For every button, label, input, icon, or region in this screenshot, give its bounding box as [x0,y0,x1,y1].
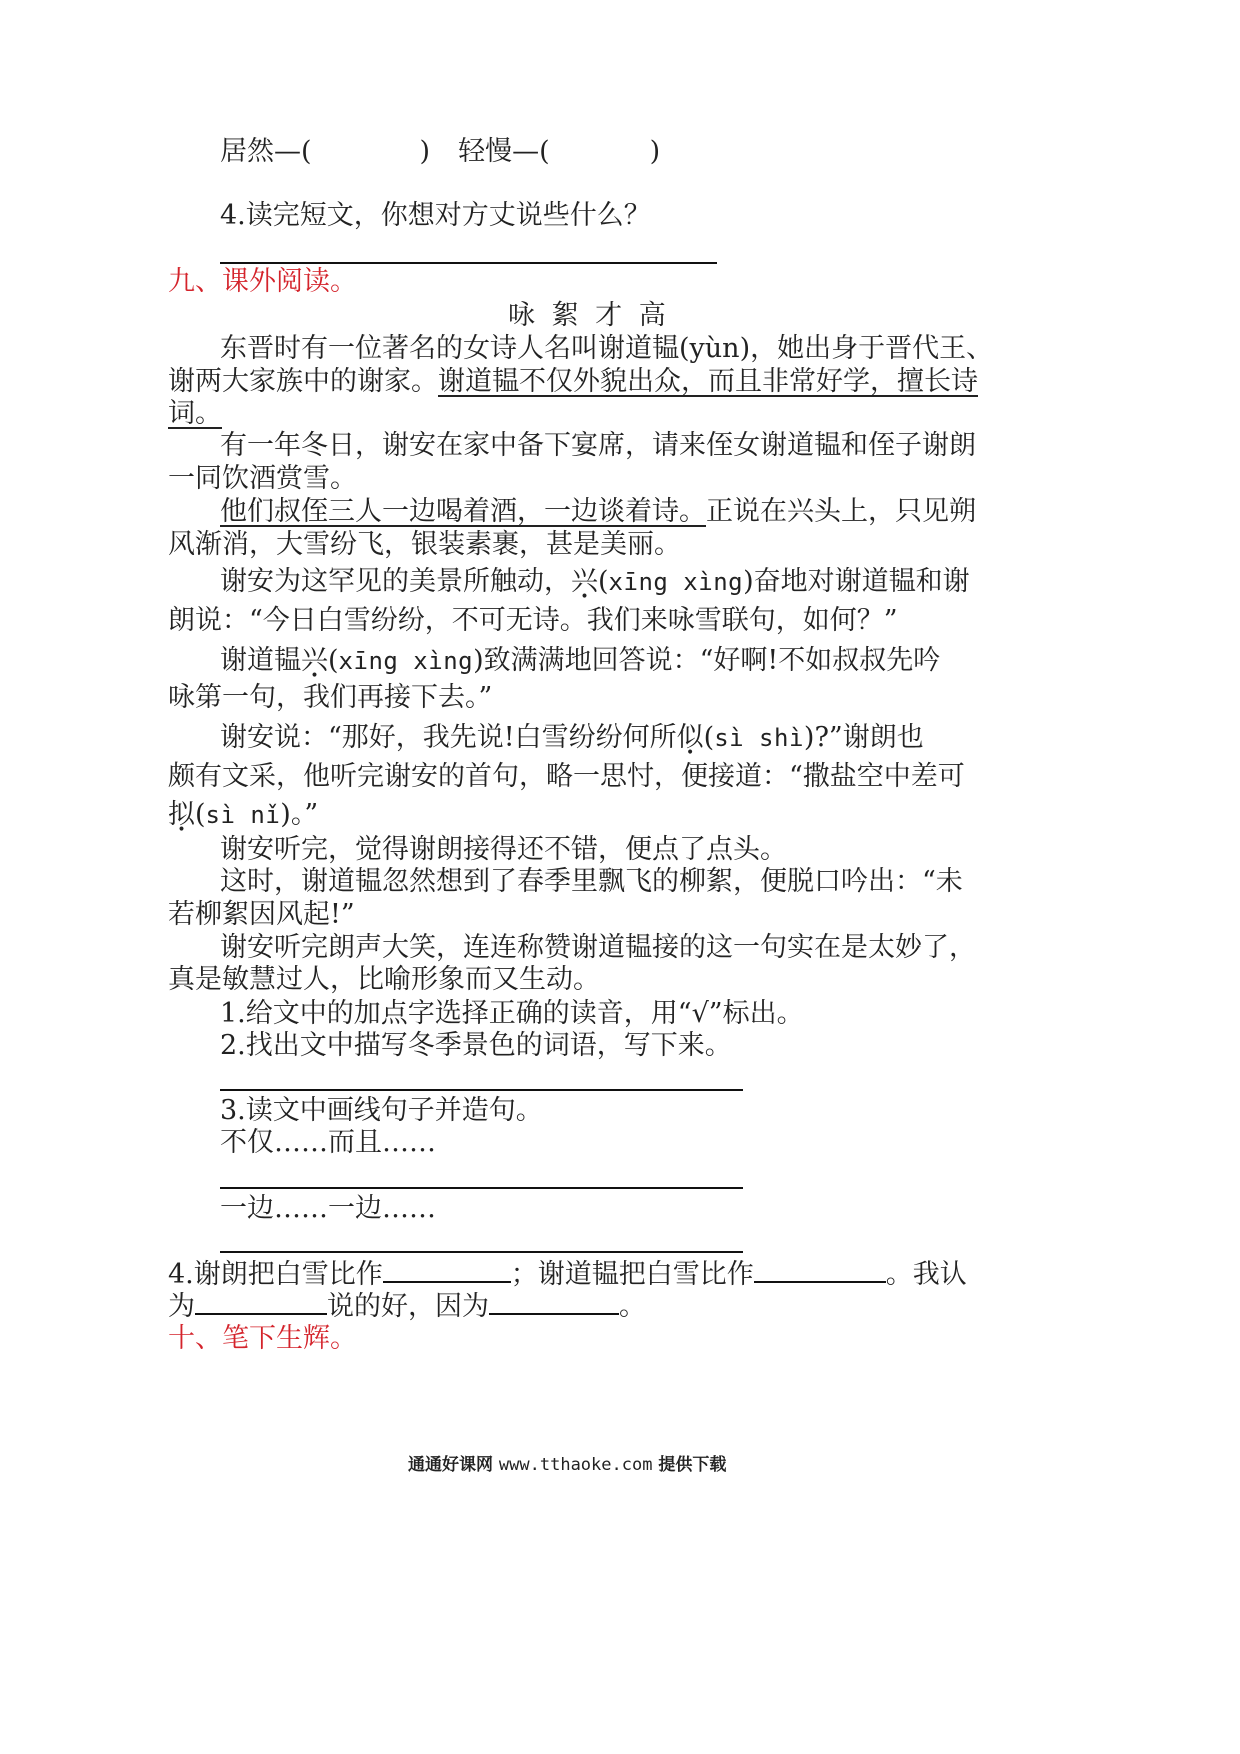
passage-line: 有一年冬日，谢安在家中备下宴席，请来侄女谢道韫和侄子谢朗 [220,430,976,461]
question-text: ；谢道韫把白雪比作 [510,1259,754,1290]
passage-line [168,364,978,400]
word-pair-2: 轻慢—( [458,136,550,167]
footer-site-name: 通通好课网 [408,1455,493,1475]
blank [195,1289,327,1315]
word-pair-2-close: ) [649,136,661,167]
question-text: 说的好，因为 [327,1291,489,1322]
question-3-prompt-b: 一边……一边…… [220,1193,436,1224]
passage-text: )。” [280,799,319,830]
passage-text: )?”谢朗也 [803,722,924,753]
dotted-char: 兴 [301,645,328,676]
passage-text: 谢两大家族中的谢家。 [168,366,438,397]
passage-line [168,396,222,432]
paren: ( [703,722,715,753]
passage-title: 咏 絮 才 高 [508,300,670,331]
passage-line: 这时，谢道韫忽然想到了春季里飘飞的柳絮，便脱口吟出：“未 [220,866,963,897]
passage-line: 东晋时有一位著名的女诗人名叫谢道韫(yùn)，她出身于晋代王、 [220,333,994,364]
passage-line: 真是敏慧过人，比喻形象而又生动。 [168,964,600,995]
passage-line [168,797,318,833]
passage-line: 颇有文采，他听完谢安的首句，略一思忖，便接道：“撒盐空中差可 [168,761,965,792]
question-1: 1.给文中的加点字选择正确的读音，用“√”标出。 [220,998,804,1029]
underlined-sentence: 词。 [168,398,222,429]
question-text: 。 [619,1291,646,1322]
passage-line [220,494,976,530]
dotted-char: 拟 [168,799,195,830]
passage-line: 谢安听完，觉得谢朗接得还不错，便点了点头。 [220,834,787,865]
passage-line [220,720,924,756]
question-2: 2.找出文中描写冬季景色的词语，写下来。 [220,1030,732,1061]
passage-text: 谢安说：“那好，我先说!白雪纷纷何所 [220,722,677,753]
question-4-top: 4.读完短文，你想对方丈说些什么？ [220,200,651,231]
passage-line: 若柳絮因风起!” [168,899,355,930]
passage-line: 一同饮酒赏雪。 [168,463,357,494]
answer-line [220,1187,743,1189]
passage-line [220,564,970,600]
blank [383,1257,511,1283]
passage-line: 朗说：“今日白雪纷纷，不可无诗。我们来咏雪联句，如何？” [168,605,898,636]
question-3: 3.读文中画线句子并造句。 [220,1095,543,1126]
question-4-line [168,1289,646,1325]
answer-line [220,1251,743,1253]
footer-suffix: 提供下载 [658,1455,727,1475]
section-9-heading: 九、课外阅读。 [168,266,357,297]
question-3-prompt-a: 不仅……而且…… [220,1127,436,1158]
question-4-line [168,1257,967,1293]
pinyin-options: xīng xìng [338,647,474,675]
passage-text: )奋地对谢道韫和谢 [743,566,970,597]
page-footer [408,1450,726,1475]
word-pair-line [220,134,660,170]
dotted-char: 兴 [571,566,598,597]
pinyin-options: sì nǐ [205,801,281,829]
passage-text: 谢道韫 [220,645,301,676]
passage-text: 谢安为这罕见的美景所触动， [220,566,571,597]
passage-text: )致满满地回答说：“好啊!不如叔叔先吟 [473,645,941,676]
passage-line [220,643,940,679]
question-text: 。我认 [885,1259,967,1290]
paren: ( [598,566,609,597]
question-text: 4.谢朗把白雪比作 [168,1259,383,1290]
paren: ( [195,799,206,830]
passage-line: 咏第一句，我们再接下去。” [168,682,493,713]
underlined-sentence: 谢道韫不仅外貌出众，而且非常好学，擅长诗 [438,366,978,397]
dotted-char: 似 [676,722,704,753]
paren: ( [328,645,339,676]
question-text: 为 [168,1291,195,1322]
passage-line: 风渐消，大雪纷飞，银装素裹，甚是美丽。 [168,529,681,560]
pinyin-options: sì shì [714,724,804,752]
passage-text: 正说在兴头上，只见朔 [706,496,976,527]
word-pair-1-close: ) [419,136,431,167]
passage-line: 谢安听完朗声大笑，连连称赞谢道韫接的这一句实在是太妙了， [220,932,976,963]
footer-url: www.tthaoke.com [498,1455,653,1475]
pinyin-options: xīng xìng [608,568,744,596]
answer-line [220,1089,743,1091]
blank [754,1257,886,1283]
section-10-heading: 十、笔下生辉。 [168,1323,357,1354]
word-pair-1: 居然—( [220,136,312,167]
blank [489,1289,619,1315]
underlined-sentence: 他们叔侄三人一边喝着酒，一边谈着诗。 [220,496,706,527]
